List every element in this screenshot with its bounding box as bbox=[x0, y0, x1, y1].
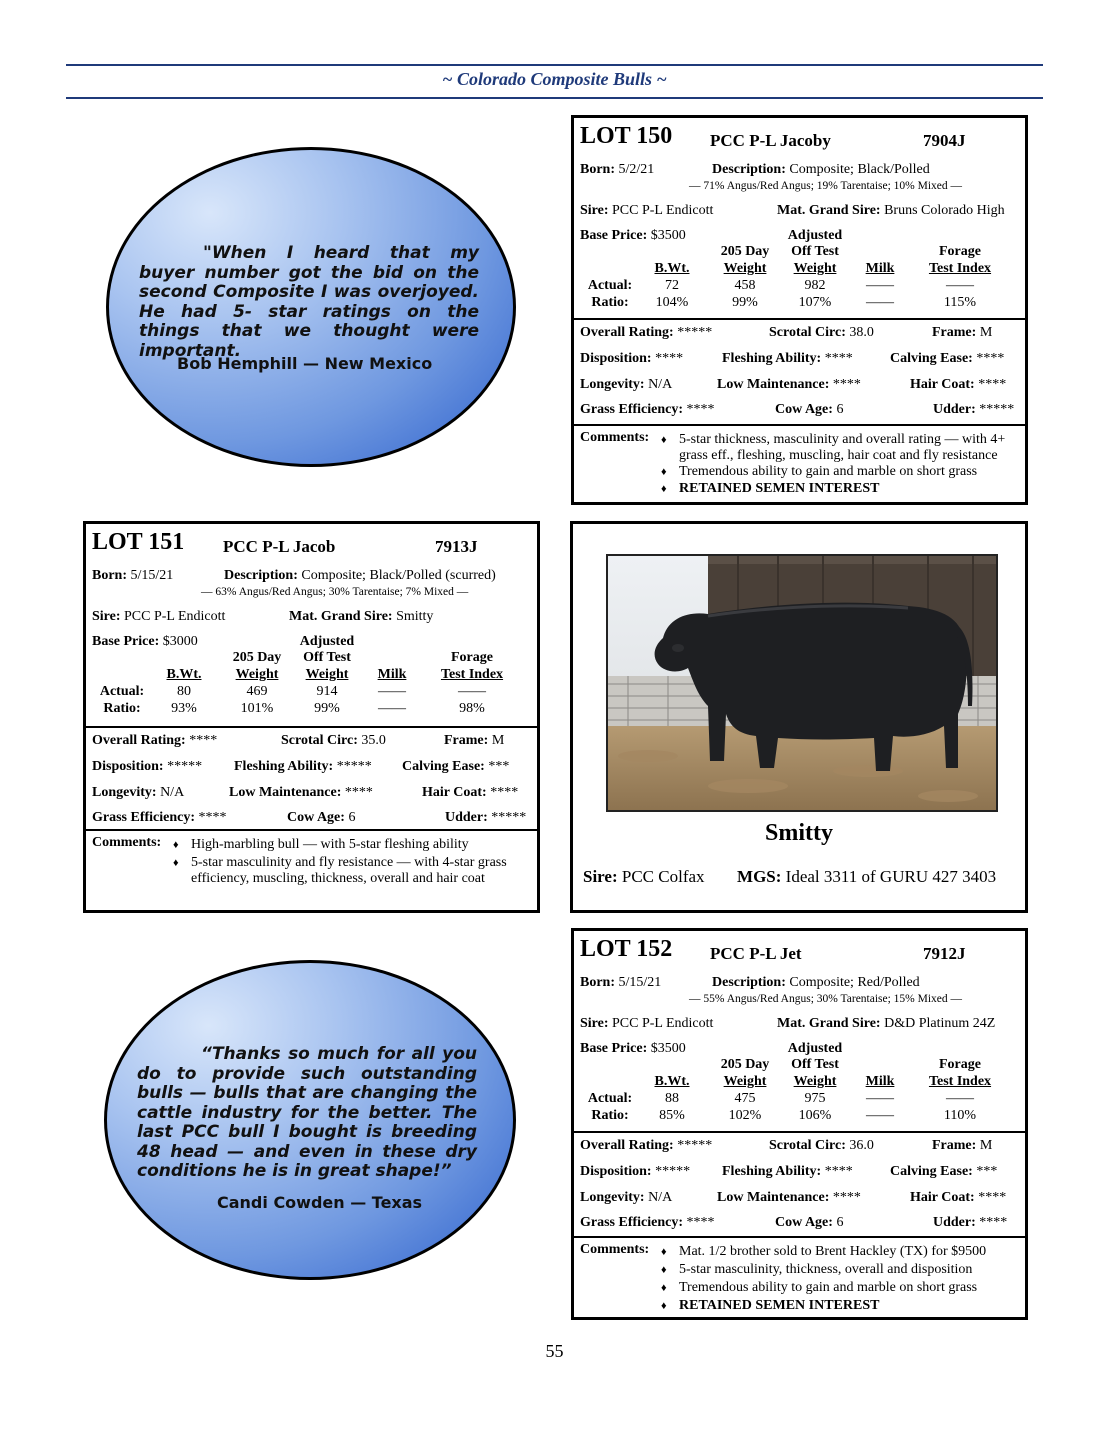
section-divider bbox=[86, 726, 537, 728]
base-price-row: Base Price: $3000 bbox=[92, 634, 198, 649]
actual-bwt: 88 bbox=[665, 1091, 679, 1106]
overall-rating: Overall Rating: ***** bbox=[580, 325, 713, 340]
bull-tag: 7904J bbox=[923, 131, 966, 150]
low-maintenance: Low Maintenance: **** bbox=[229, 785, 373, 800]
longevity: Longevity: N/A bbox=[580, 377, 673, 392]
grass-efficiency: Grass Efficiency: **** bbox=[580, 402, 715, 417]
actual-label: Actual: bbox=[587, 1091, 633, 1106]
actual-label: Actual: bbox=[99, 684, 145, 699]
sire-row: Sire: PCC P-L Endicott bbox=[580, 203, 714, 218]
actual-label: Actual: bbox=[587, 278, 633, 293]
performance-table bbox=[580, 228, 1019, 318]
col-forage: Test Index bbox=[928, 261, 992, 276]
comment-item: ♦ Tremendous ability to gain and marble on short grass bbox=[661, 1280, 978, 1295]
col-forage: Test Index bbox=[440, 667, 504, 682]
page-number: 55 bbox=[545, 1341, 564, 1361]
ratio-205: 101% bbox=[240, 701, 274, 716]
grass-efficiency: Grass Efficiency: **** bbox=[92, 810, 227, 825]
header-bottom-rule bbox=[66, 97, 1043, 99]
bull-photo bbox=[606, 554, 998, 812]
scrotal-circ: Scrotal Circ: 35.0 bbox=[281, 733, 386, 748]
actual-bwt: 72 bbox=[665, 278, 679, 293]
born-row: Born: 5/15/21 bbox=[580, 975, 662, 990]
comment-item: ♦ High-marbling bull — with 5-star fleshing ability bbox=[173, 837, 469, 852]
frame: Frame: M bbox=[444, 733, 505, 748]
section-divider bbox=[574, 424, 1025, 426]
performance-table bbox=[92, 634, 531, 724]
disposition: Disposition: ***** bbox=[92, 759, 203, 774]
longevity: Longevity: N/A bbox=[580, 1190, 673, 1205]
born-row: Born: 5/15/21 bbox=[92, 568, 174, 583]
bull-tag: 7913J bbox=[435, 537, 478, 556]
col-forage-top: Forage bbox=[939, 1057, 981, 1072]
fleshing-ability: Fleshing Ability: **** bbox=[722, 351, 853, 366]
lot-label: LOT 151 bbox=[92, 529, 185, 555]
ratio-adj: 99% bbox=[314, 701, 340, 716]
col-forage-top: Forage bbox=[451, 650, 493, 665]
bull-photo-illustration bbox=[608, 556, 996, 810]
overall-rating: Overall Rating: ***** bbox=[580, 1138, 713, 1153]
overall-rating: Overall Rating: **** bbox=[92, 733, 218, 748]
col-205: Weight bbox=[723, 261, 767, 276]
comment-item: ♦ Mat. 1/2 brother sold to Brent Hackley (TX) for $9500 bbox=[661, 1244, 987, 1259]
frame: Frame: M bbox=[932, 1138, 993, 1153]
ratio-milk: —— bbox=[866, 1108, 894, 1123]
actual-205: 458 bbox=[734, 278, 756, 293]
born-row: Born: 5/2/21 bbox=[580, 162, 655, 177]
low-maintenance: Low Maintenance: **** bbox=[717, 1190, 861, 1205]
col-adj-top1: Adjusted bbox=[787, 1041, 843, 1056]
col-205: Weight bbox=[235, 667, 279, 682]
actual-adj: 914 bbox=[316, 684, 338, 699]
actual-205: 475 bbox=[734, 1091, 756, 1106]
photo-sire-line: Sire: PCC Colfax MGS: Ideal 3311 of GURU 427 3403 bbox=[583, 867, 997, 886]
sire-photo-card bbox=[570, 521, 1028, 913]
description-row: Description: Composite; Red/Polled bbox=[712, 975, 920, 990]
cow-age: Cow Age: 6 bbox=[287, 810, 356, 825]
disposition: Disposition: **** bbox=[580, 351, 684, 366]
actual-milk: —— bbox=[866, 278, 894, 293]
calving-ease: Calving Ease: *** bbox=[890, 1164, 998, 1179]
col-forage-top: Forage bbox=[939, 244, 981, 259]
section-divider bbox=[574, 318, 1025, 320]
performance-table bbox=[580, 1041, 1019, 1131]
lot-label: LOT 152 bbox=[580, 936, 673, 962]
ratio-205: 102% bbox=[728, 1108, 762, 1123]
udder: Udder: ***** bbox=[445, 810, 527, 825]
cow-age: Cow Age: 6 bbox=[775, 1215, 844, 1230]
bull-tag: 7912J bbox=[923, 944, 966, 963]
ratio-bwt: 93% bbox=[171, 701, 197, 716]
ratio-forage: 110% bbox=[943, 1108, 977, 1123]
col-forage: Test Index bbox=[928, 1074, 992, 1089]
col-adj-top1: Adjusted bbox=[787, 228, 843, 243]
col-bwt: B.Wt. bbox=[654, 261, 690, 276]
ratio-forage: 98% bbox=[459, 701, 485, 716]
testimonial-author-2: Candi Cowden — Texas bbox=[217, 1193, 423, 1212]
page-title: ~ Colorado Composite Bulls ~ bbox=[442, 69, 667, 89]
actual-adj: 982 bbox=[804, 278, 826, 293]
section-divider bbox=[574, 1236, 1025, 1238]
cow-age: Cow Age: 6 bbox=[775, 402, 844, 417]
ratio-bwt: 104% bbox=[655, 295, 689, 310]
col-205-top: 205 Day bbox=[720, 1057, 770, 1072]
lot-card-152 bbox=[571, 928, 1028, 1320]
comment-item: ♦ RETAINED SEMEN INTEREST bbox=[661, 1298, 880, 1313]
hair-coat: Hair Coat: **** bbox=[910, 1190, 1007, 1205]
col-adj-top2: Off Test bbox=[303, 650, 351, 665]
ratio-adj: 106% bbox=[798, 1108, 832, 1123]
actual-adj: 975 bbox=[804, 1091, 826, 1106]
comment-item: ♦ RETAINED SEMEN INTEREST bbox=[661, 481, 880, 496]
composition-line: — 71% Angus/Red Angus; 19% Tarentaise; 10% Mixed — bbox=[689, 180, 963, 192]
comments-label: Comments: bbox=[580, 1242, 650, 1257]
sire-row: Sire: PCC P-L Endicott bbox=[580, 1016, 714, 1031]
photo-caption: Smitty bbox=[765, 820, 833, 846]
comment-item: ♦ 5-star masculinity and fly resistance — with 4-star grass efficiency, muscling, thickness, overall and hair coat bbox=[173, 855, 507, 886]
mgs-row: Mat. Grand Sire: D&D Platinum 24Z bbox=[777, 1016, 996, 1031]
base-price-row: Base Price: $3500 bbox=[580, 1041, 686, 1056]
lot-header bbox=[580, 936, 1019, 966]
disposition: Disposition: ***** bbox=[580, 1164, 691, 1179]
scrotal-circ: Scrotal Circ: 36.0 bbox=[769, 1138, 874, 1153]
actual-milk: —— bbox=[378, 684, 406, 699]
testimonial-quote-2: “Thanks so much for all you do to provide such outstanding bulls — bulls that are changing the cattle industry for the better. The last PCC bull I bought is breeding 48 head — and even in these dry conditions he is in great shape!” bbox=[137, 1044, 477, 1181]
comments-label: Comments: bbox=[92, 835, 162, 850]
ratio-205: 99% bbox=[732, 295, 758, 310]
bull-name: PCC P-L Jet bbox=[710, 944, 802, 963]
ratio-forage: 115% bbox=[943, 295, 977, 310]
calving-ease: Calving Ease: *** bbox=[402, 759, 510, 774]
col-adj-top2: Off Test bbox=[791, 1057, 839, 1072]
col-milk: Milk bbox=[377, 667, 407, 682]
ratio-label: Ratio: bbox=[103, 701, 141, 716]
comments-label: Comments: bbox=[580, 430, 650, 445]
comment-item: ♦ 5-star thickness, masculinity and overall rating — with 4+ grass eff., fleshing, muscling, hair coat and fly resistance bbox=[661, 432, 1006, 463]
low-maintenance: Low Maintenance: **** bbox=[717, 377, 861, 392]
comment-item: ♦ 5-star masculinity, thickness, overall and disposition bbox=[661, 1262, 973, 1277]
fleshing-ability: Fleshing Ability: **** bbox=[722, 1164, 853, 1179]
bull-name: PCC P-L Jacob bbox=[223, 537, 336, 556]
comment-item: ♦ Tremendous ability to gain and marble on short grass bbox=[661, 464, 978, 479]
testimonial-quote-1: "When I heard that my buyer number got the bid on the second Composite I was overjoyed. He had 5- star ratings on the things that we thought were important. bbox=[139, 243, 479, 361]
sire-row: Sire: PCC P-L Endicott bbox=[92, 609, 226, 624]
base-price-row: Base Price: $3500 bbox=[580, 228, 686, 243]
actual-bwt: 80 bbox=[177, 684, 191, 699]
lot-header bbox=[580, 123, 1019, 153]
lot-label: LOT 150 bbox=[580, 123, 673, 149]
col-bwt: B.Wt. bbox=[654, 1074, 690, 1089]
header-top-rule bbox=[66, 64, 1043, 66]
composition-line: — 63% Angus/Red Angus; 30% Tarentaise; 7% Mixed — bbox=[201, 586, 469, 598]
actual-milk: —— bbox=[866, 1091, 894, 1106]
hair-coat: Hair Coat: **** bbox=[910, 377, 1007, 392]
ratio-label: Ratio: bbox=[591, 295, 629, 310]
hair-coat: Hair Coat: **** bbox=[422, 785, 519, 800]
col-milk: Milk bbox=[865, 261, 895, 276]
mgs-row: Mat. Grand Sire: Smitty bbox=[289, 609, 434, 624]
section-divider bbox=[86, 829, 537, 831]
section-divider bbox=[574, 1131, 1025, 1133]
mgs-row: Mat. Grand Sire: Bruns Colorado High bbox=[777, 203, 1005, 218]
lot-card-151 bbox=[83, 521, 540, 913]
composition-line: — 55% Angus/Red Angus; 30% Tarentaise; 15% Mixed — bbox=[689, 993, 963, 1005]
col-adj-top2: Off Test bbox=[791, 244, 839, 259]
calving-ease: Calving Ease: **** bbox=[890, 351, 1005, 366]
lot-card-150 bbox=[571, 115, 1028, 505]
fleshing-ability: Fleshing Ability: ***** bbox=[234, 759, 372, 774]
col-adj-top1: Adjusted bbox=[299, 634, 355, 649]
udder: Udder: ***** bbox=[933, 402, 1015, 417]
ratio-adj: 107% bbox=[798, 295, 832, 310]
ratio-milk: —— bbox=[378, 701, 406, 716]
lot-header bbox=[92, 529, 531, 559]
col-adj: Weight bbox=[793, 261, 837, 276]
scrotal-circ: Scrotal Circ: 38.0 bbox=[769, 325, 874, 340]
actual-forage: —— bbox=[458, 684, 486, 699]
col-milk: Milk bbox=[865, 1074, 895, 1089]
actual-forage: —— bbox=[946, 1091, 974, 1106]
bull-name: PCC P-L Jacoby bbox=[710, 131, 831, 150]
col-205-top: 205 Day bbox=[232, 650, 282, 665]
col-bwt: B.Wt. bbox=[166, 667, 202, 682]
actual-forage: —— bbox=[946, 278, 974, 293]
testimonial-oval-2 bbox=[104, 960, 516, 1280]
ratio-milk: —— bbox=[866, 295, 894, 310]
testimonial-author-1: Bob Hemphill — New Mexico bbox=[177, 354, 433, 373]
udder: Udder: **** bbox=[933, 1215, 1008, 1230]
col-205: Weight bbox=[723, 1074, 767, 1089]
actual-205: 469 bbox=[246, 684, 268, 699]
grass-efficiency: Grass Efficiency: **** bbox=[580, 1215, 715, 1230]
frame: Frame: M bbox=[932, 325, 993, 340]
col-adj: Weight bbox=[305, 667, 349, 682]
ratio-bwt: 85% bbox=[659, 1108, 685, 1123]
description-row: Description: Composite; Black/Polled (scurred) bbox=[224, 568, 496, 583]
testimonial-oval-1 bbox=[106, 147, 516, 467]
ratio-label: Ratio: bbox=[591, 1108, 629, 1123]
col-205-top: 205 Day bbox=[720, 244, 770, 259]
col-adj: Weight bbox=[793, 1074, 837, 1089]
description-row: Description: Composite; Black/Polled bbox=[712, 162, 930, 177]
longevity: Longevity: N/A bbox=[92, 785, 185, 800]
